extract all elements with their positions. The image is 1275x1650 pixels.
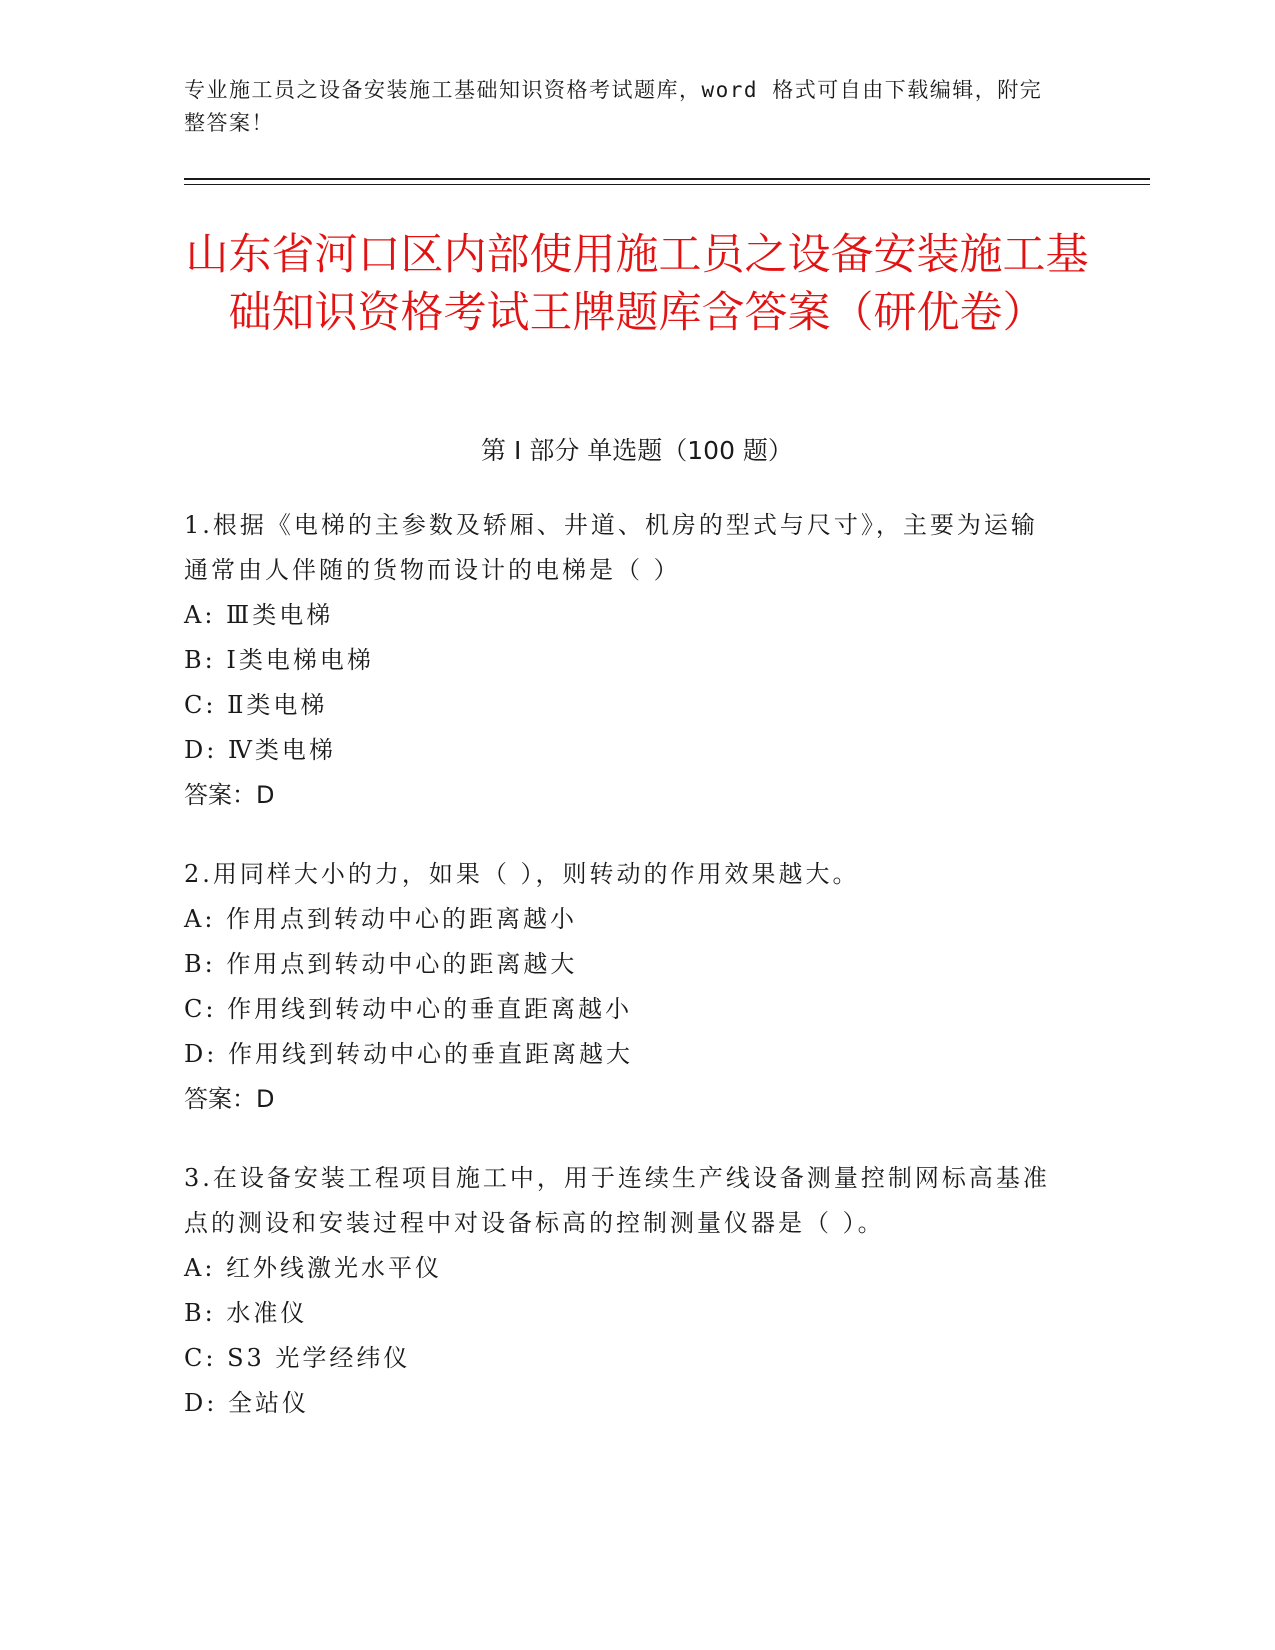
option-d: D: 全站仪 [184, 1389, 309, 1417]
question-stem: 2.用同样大小的力，如果（ ），则转动的作用效果越大。 [184, 860, 860, 888]
section-heading: 第 I 部分 单选题（100 题） [481, 436, 793, 465]
option-d: D: 作用线到转动中心的垂直距离越大 [184, 1040, 633, 1068]
header-divider-thin [184, 184, 1150, 185]
document-title: 山东省河口区内部使用施工员之设备安装施工基础知识资格考试王牌题库含答案（研优卷） [185, 230, 1089, 338]
header-divider-thick [184, 178, 1150, 180]
option-c: C: S3 光学经纬仪 [184, 1344, 411, 1372]
option-a: A: 红外线激光水平仪 [184, 1254, 443, 1282]
option-b: B: 水准仪 [184, 1299, 308, 1327]
answer-line: 答案：D [184, 781, 275, 809]
question-2 [184, 852, 1064, 1122]
option-c: C: 作用线到转动中心的垂直距离越小 [184, 995, 633, 1023]
answer-line: 答案：D [184, 1085, 275, 1113]
option-d: D: Ⅳ类电梯 [184, 736, 336, 764]
question-3 [184, 1156, 1064, 1426]
question-stem: 3.在设备安装工程项目施工中，用于连续生产线设备测量控制网标高基准点的测设和安装过程中对设备标高的控制测量仪器是（ ）。 [184, 1164, 1050, 1237]
option-b: B: Ⅰ类电梯电梯 [184, 646, 374, 674]
option-b: B: 作用点到转动中心的距离越大 [184, 950, 578, 978]
question-1 [184, 503, 1064, 818]
header-note: 专业施工员之设备安装施工基础知识资格考试题库，word 格式可自由下载编辑，附完整答案！ [184, 78, 1043, 135]
option-c: C: Ⅱ类电梯 [184, 691, 328, 719]
option-a: A: Ⅲ类电梯 [184, 601, 334, 629]
question-stem: 1.根据《电梯的主参数及轿厢、井道、机房的型式与尺寸》，主要为运输通常由人伴随的货物而设计的电梯是（ ） [184, 511, 1038, 584]
option-a: A: 作用点到转动中心的距离越小 [184, 905, 578, 933]
